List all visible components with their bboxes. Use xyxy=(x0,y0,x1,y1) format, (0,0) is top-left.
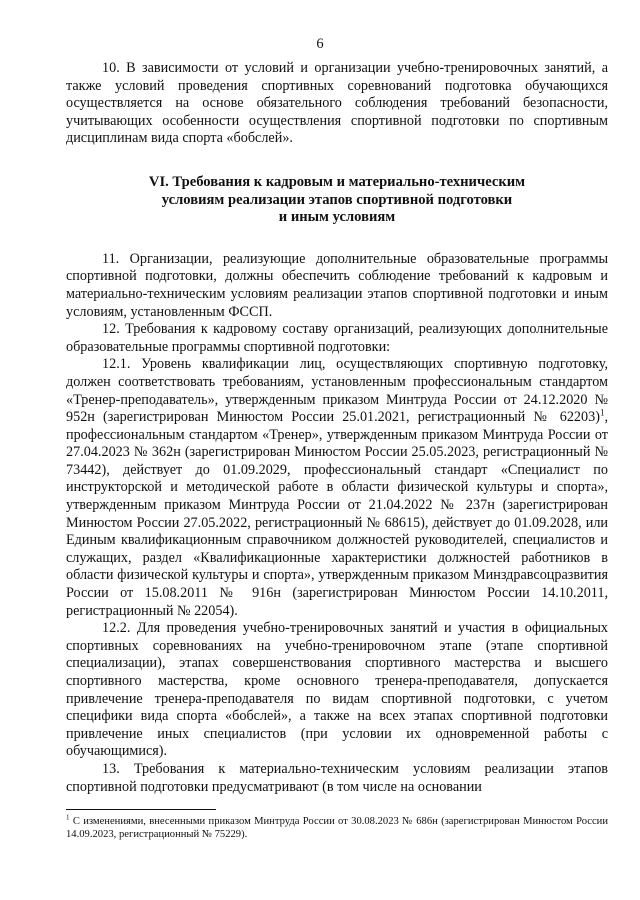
paragraph-12-1-text-a: 12.1. Уровень квалификации лиц, осуществляющих спортивную подготовку, должен соответствовать требованиям, установленным профессиональным стандартом «Тренер-преподаватель», утвержденным приказом Минтруда России от 24.12.2020 № 952н (зарегистрирован Минюстом России 25.01.2021, регистрационный № 62203) xyxy=(66,356,608,426)
section-heading-line-3: и иным условиям xyxy=(278,209,396,226)
footnote-reference: 1 xyxy=(599,407,605,418)
footnote-divider xyxy=(66,809,216,810)
paragraph-12-1-text-b: , профессиональным стандартом «Тренер», утвержденным приказом Минтруда России от 27.04.2023 № 362н (зарегистрирован Минюстом России 25.05.2023, регистрационный № 73442), действует до 01.09.2029, профессиональный стандарт «Специалист по инструкторской и методической работе в области физической культуры и спорта», утвержденным приказом Минтруда России от 21.04.2022 № 237н (зарегистрирован Минюстом России 27.05.2022, регистрационный № 68615), действует до 01.09.2028, или Единым квалификационным справочником должностей руководителей, специалистов и служащих, раздел «Квалификационные характеристики должностей работников в области физической культуры и спорта», утвержденным приказом Минздравсоцразвития России от 15.08.2011 № 916н (зарегистрирован Минюстом России 14.10.2011, регистрационный № 22054). xyxy=(66,409,608,619)
paragraph-11: 11. Организации, реализующие дополнительные образовательные программы спортивной подготовки, должны обеспечить соблюдение требований к кадровым и материально-техническим условиям реализации этапов спортивной подготовки и иным условиям, установленным ФССП. xyxy=(66,250,608,320)
paragraph-10: 10. В зависимости от условий и организации учебно-тренировочных занятий, а также условий проведения спортивных соревнований подготовка обучающихся осуществляется на основе обязательного соблюдения требований безопасности, учитывающих особенности осуществления спортивной подготовки по спортивным дисциплинам вида спорта «бобслей». xyxy=(66,60,608,147)
section-heading-line-2: условиям реализации этапов спортивной подготовки xyxy=(161,191,513,208)
footnote-text: С изменениями, внесенными приказом Минтруда России от 30.08.2023 № 686н (зарегистрирован Минюстом России 14.09.2023, регистрационный № 75229). xyxy=(66,816,608,840)
section-heading xyxy=(66,174,608,227)
section-heading-line-1: VI. Требования к кадровым и материально-техническим xyxy=(148,173,526,190)
footnote xyxy=(66,815,608,841)
paragraph-12-2: 12.2. Для проведения учебно-тренировочных занятий и участия в официальных спортивных соревнованиях на учебно-тренировочном этапе (этапе спортивной специализации), этапах совершенствования спортивного мастерства и высшего спортивного мастерства, кроме основного тренера-преподавателя, допускается привлечение тренера-преподавателя по видам спортивной подготовки, с учетом специфики вида спорта «бобслей», а также на всех этапах спортивной подготовки привлечение иных специалистов (при условии их одновременной работы с обучающимися). xyxy=(66,620,608,760)
page-body xyxy=(66,60,608,796)
paragraph-12: 12. Требования к кадровому составу организаций, реализующих дополнительные образовательные программы спортивной подготовки: xyxy=(66,321,608,355)
paragraph-12-1 xyxy=(66,356,608,620)
page-number: 6 xyxy=(316,36,324,52)
paragraph-13: 13. Требования к материально-техническим условиям реализации этапов спортивной подготовки предусматривают (в том числе на основании xyxy=(66,760,608,795)
footnote-mark: 1 xyxy=(66,813,70,822)
